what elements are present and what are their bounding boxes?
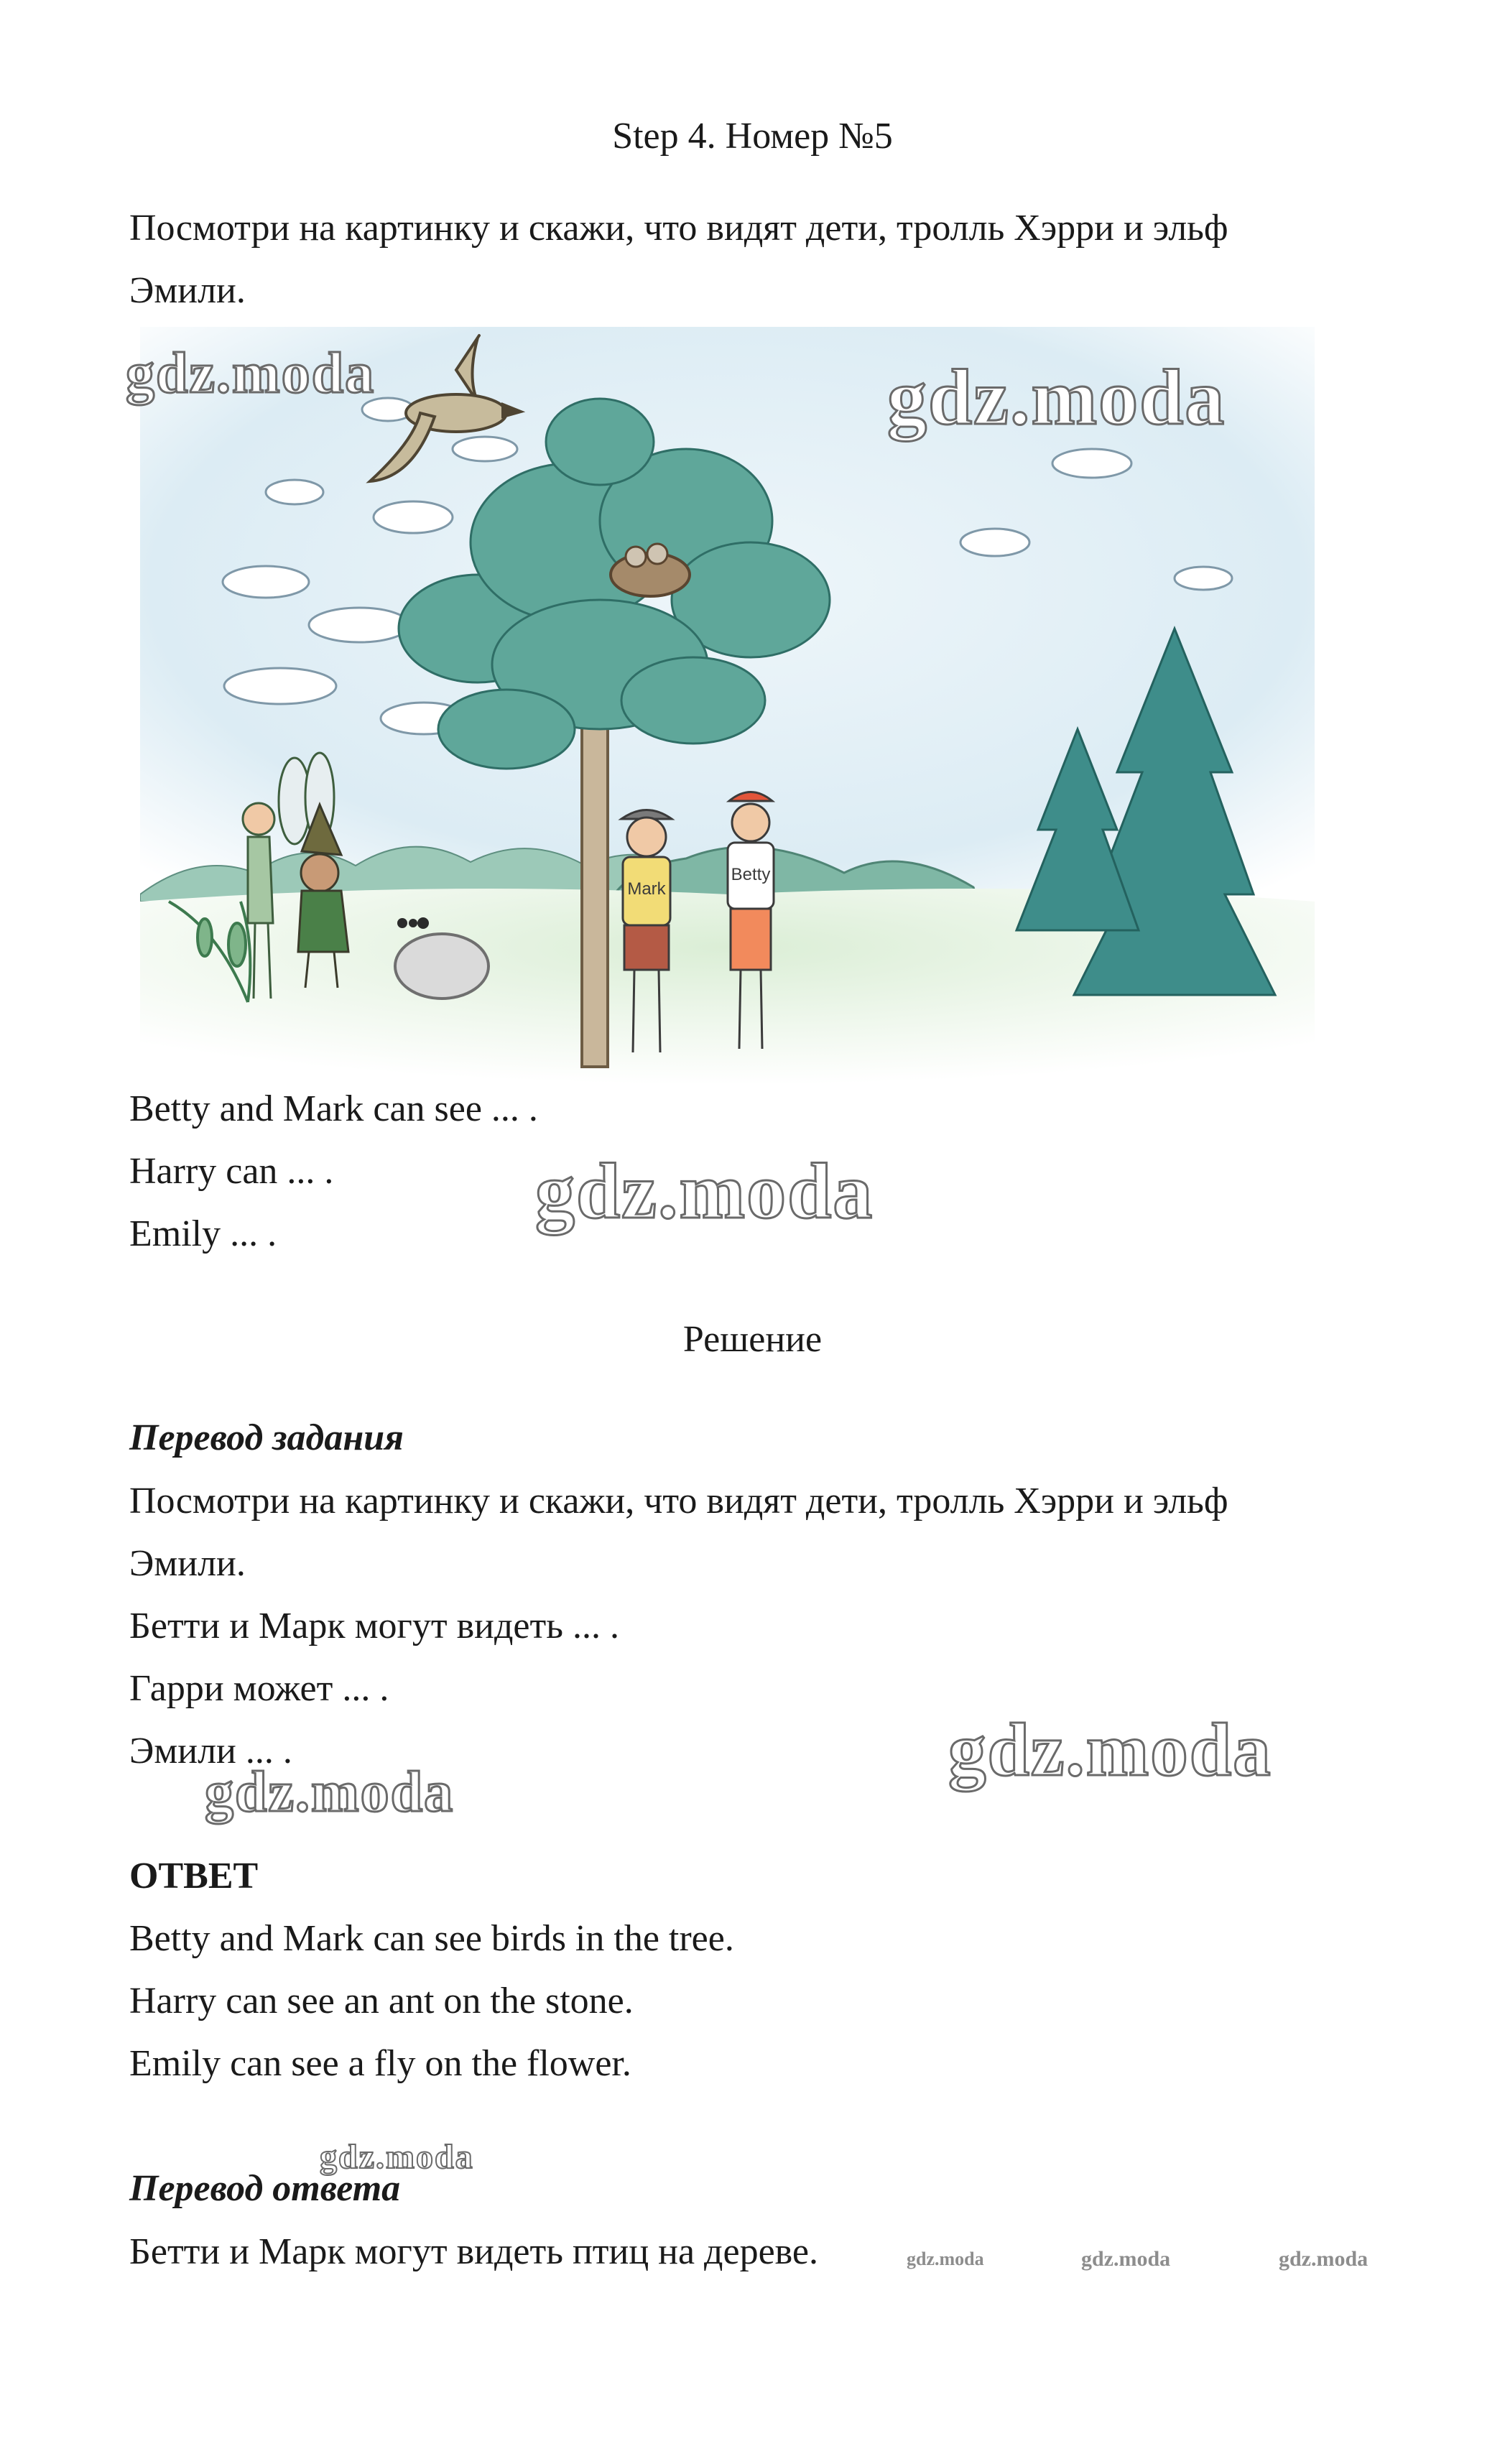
mark-shirt-label: Mark bbox=[627, 879, 666, 899]
solution-heading: Решение bbox=[682, 1319, 823, 1360]
watermark: gdz.moda bbox=[205, 1761, 455, 1824]
answer-line-1: Betty and Mark can see birds in the tree. bbox=[129, 1918, 734, 1959]
watermark: gdz.moda bbox=[126, 342, 376, 405]
task-text-line-2: Эмили. bbox=[129, 270, 246, 311]
watermark: gdz.moda bbox=[320, 2138, 474, 2176]
prompt-line-2: Harry can ... . bbox=[129, 1151, 334, 1192]
watermark: gdz.moda bbox=[1279, 2247, 1369, 2271]
translation-line-4: Гарри может ... . bbox=[129, 1668, 389, 1709]
watermark: gdz.moda bbox=[1081, 2247, 1171, 2271]
page-title: Step 4. Номер №5 bbox=[612, 116, 893, 157]
prompt-line-1: Betty and Mark can see ... . bbox=[129, 1088, 538, 1129]
watermark: gdz.moda bbox=[887, 353, 1226, 441]
answer-line-2: Harry can see an ant on the stone. bbox=[129, 1981, 634, 2021]
answer-heading: ОТВЕТ bbox=[129, 1856, 259, 1896]
prompt-line-3: Emily ... . bbox=[129, 1213, 277, 1254]
translation-line-3: Бетти и Марк могут видеть ... . bbox=[129, 1606, 619, 1646]
chick bbox=[647, 544, 667, 564]
betty-shirt-label: Betty bbox=[731, 865, 771, 884]
answer-translation-heading: Перевод ответа bbox=[129, 2168, 401, 2209]
ant bbox=[397, 917, 429, 929]
watermark: gdz.moda bbox=[948, 1708, 1272, 1792]
task-text-line-1: Посмотри на картинку и скажи, что видят дети, тролль Хэрри и эльф bbox=[129, 208, 1228, 249]
watermark: gdz.moda bbox=[535, 1147, 874, 1235]
translation-heading: Перевод задания bbox=[129, 1417, 404, 1458]
answer-translation-line-1: Бетти и Марк могут видеть птиц на дереве. bbox=[129, 2231, 819, 2272]
translation-line-2: Эмили. bbox=[129, 1543, 246, 1584]
chick bbox=[626, 547, 646, 567]
watermark: gdz.moda bbox=[907, 2248, 984, 2269]
answer-line-3: Emily can see a fly on the flower. bbox=[129, 2043, 631, 2084]
translation-line-1: Посмотри на картинку и скажи, что видят дети, тролль Хэрри и эльф bbox=[129, 1481, 1228, 1522]
stone bbox=[395, 934, 488, 999]
translation-line-5: Эмили ... . bbox=[129, 1731, 292, 1771]
